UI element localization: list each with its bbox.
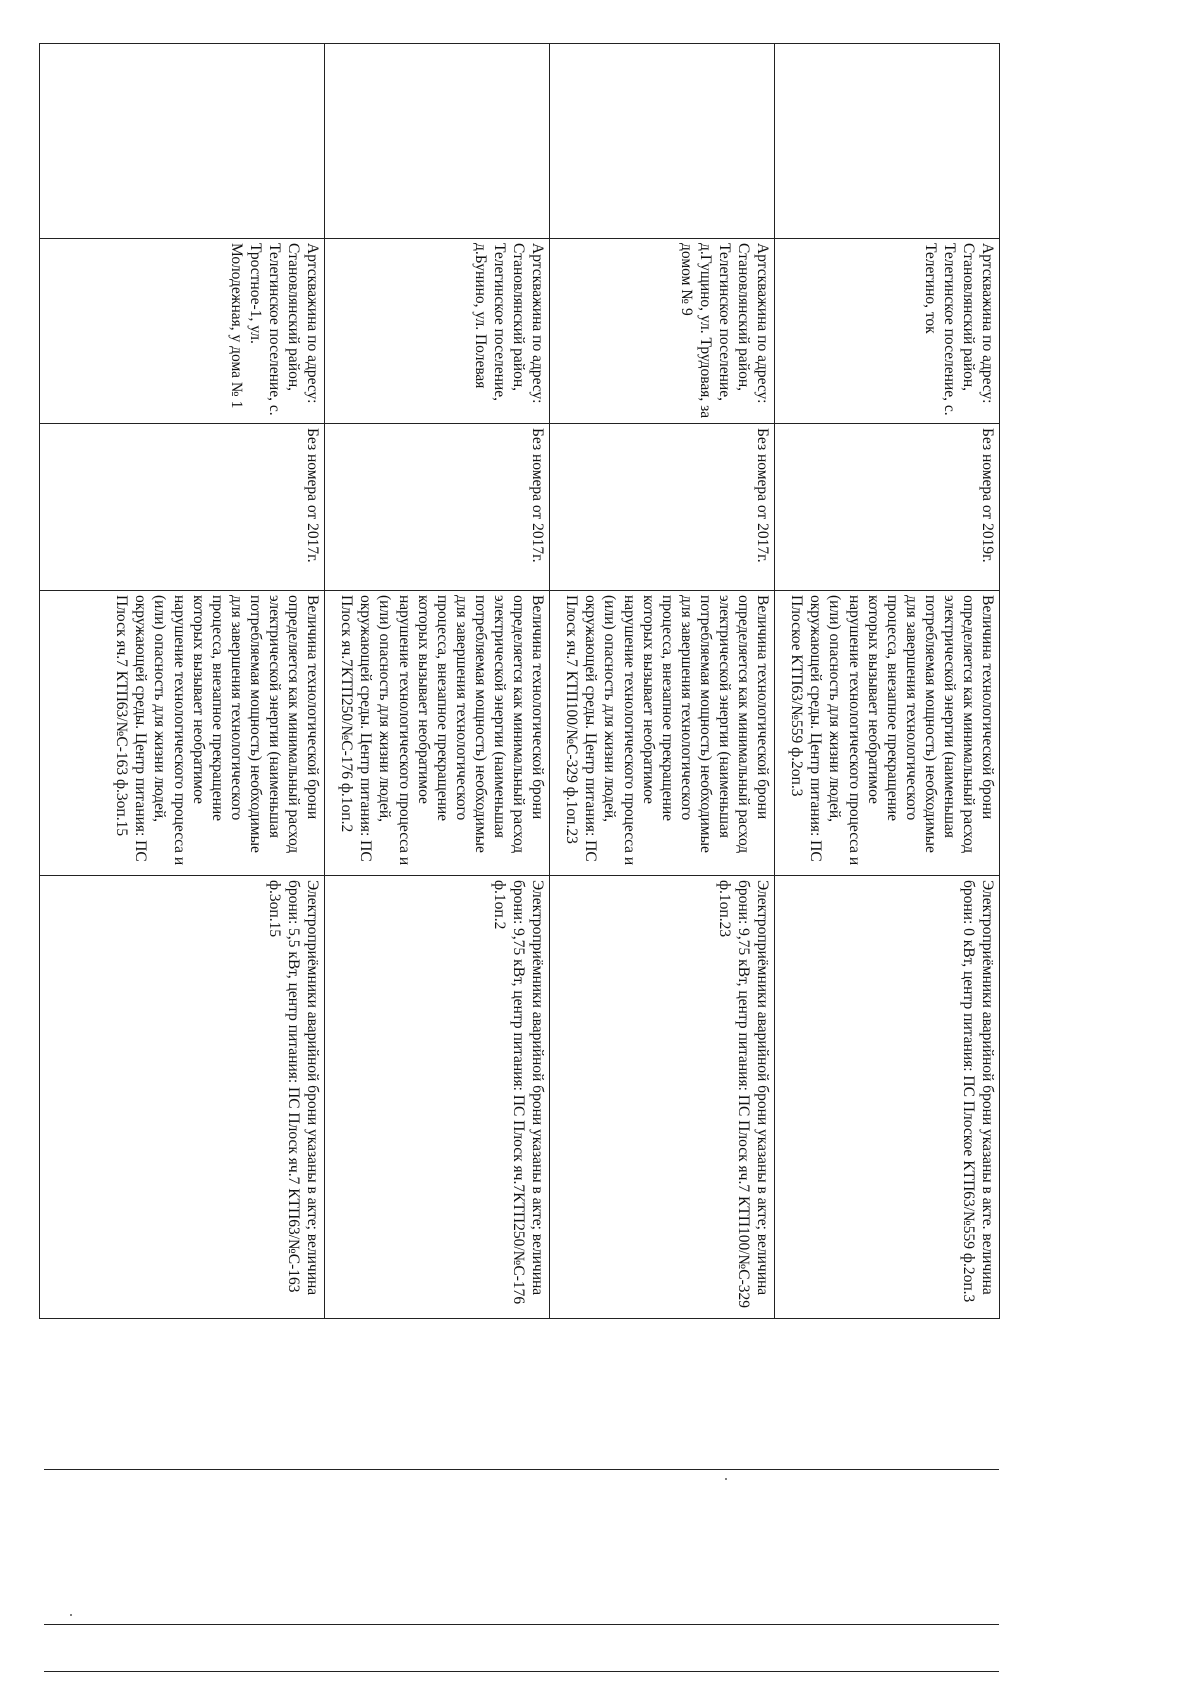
table-row	[325, 44, 550, 1319]
empty-cell	[40, 44, 325, 239]
emergency-reserve-cell: Электроприёмники аварийной брони указаны в акте; величина брони: 5,5 кВт, центр питания: ПС Плоск яч.7 КТП63/№С-163 ф.3оп.15	[40, 876, 325, 1319]
rotated-reserve-table	[40, 43, 1000, 1318]
horizontal-rule	[44, 1671, 999, 1672]
empty-cell	[775, 44, 1000, 239]
horizontal-rule	[44, 1624, 999, 1625]
empty-cell	[550, 44, 775, 239]
tech-reserve-cell: Величина технологической брони определяется как минимальный расход электрической энергии (наименьшая потребляемая мощность) необходимые для завершения технологического процесса, внезапное прекращение которых вызывает необратимое нарушение технологического процесса и (или) опасность для жизни людей, окружающей среды. Центр питания: ПС Плоское КТП63/№559 ф.2оп.3	[775, 591, 1000, 876]
table-row	[40, 44, 325, 1319]
table-row	[775, 44, 1000, 1319]
empty-cell	[325, 44, 550, 239]
document-cell: Без номера от 2017г.	[325, 424, 550, 591]
tech-reserve-cell: Величина технологической брони определяется как минимальный расход электрической энергии (наименьшая потребляемая мощность) необходимые для завершения технологического процесса, внезапное прекращение которых вызывает необратимое нарушение технологического процесса и (или) опасность для жизни людей, окружающей среды. Центр питания: ПС Плоск яч.7КТП250/№С-176 ф.1оп.2	[325, 591, 550, 876]
reserve-table	[39, 43, 1000, 1319]
address-cell: Артскважина по адресу: Становлянский район, Телегинское поселение, д.Бунино, ул. Полевая	[325, 239, 550, 424]
horizontal-rule	[44, 1469, 999, 1470]
emergency-reserve-cell: Электроприёмники аварийной брони указаны в акте; величина брони: 9,75 кВт, центр питания: ПС Плоск яч.7КТП250/№С-176 ф.1оп.2	[325, 876, 550, 1319]
emergency-reserve-cell: Электроприёмники аварийной брони указаны в акте. величина брони: 0 кВт, центр питания: ПС Плоское КТП63/№559 ф.2оп.3	[775, 876, 1000, 1319]
tech-reserve-cell: Величина технологической брони определяется как минимальный расход электрической энергии (наименьшая потребляемая мощность) необходимые для завершения технологического процесса, внезапное прекращение которых вызывает необратимое нарушение технологического процесса и (или) опасность для жизни людей, окружающей среды. Центр питания: ПС Плоск яч.7 КТП63/№С-163 ф.3оп.15	[40, 591, 325, 876]
scan-speck	[70, 1614, 72, 1616]
document-cell: Без номера от 2017г.	[550, 424, 775, 591]
table-row	[550, 44, 775, 1319]
emergency-reserve-cell: Электроприёмники аварийной брони указаны в акте; величина брони: 9,75 кВт, центр питания: ПС Плоск яч.7 КТП100/№С-329 ф.1оп.23	[550, 876, 775, 1319]
document-cell: Без номера от 2017г.	[40, 424, 325, 591]
address-cell: Артскважина по адресу: Становлянский район, Телегинское поселение, с. Телегино, ток	[775, 239, 1000, 424]
document-cell: Без номера от 2019г.	[775, 424, 1000, 591]
scan-speck	[725, 1478, 727, 1480]
address-cell: Артскважина по адресу: Становлянский район, Телегинское поселение, с. Тростное-1, ул. Молодежная, у дома № 1	[40, 239, 325, 424]
address-cell: Артскважина по адресу: Становлянский район, Телегинское поселение, д.Гущино, ул. Трудовая, за домом № 9	[550, 239, 775, 424]
tech-reserve-cell: Величина технологической брони определяется как минимальный расход электрической энергии (наименьшая потребляемая мощность) необходимые для завершения технологического процесса, внезапное прекращение которых вызывает необратимое нарушение технологического процесса и (или) опасность для жизни людей, окружающей среды. Центр питания: ПС Плоск яч.7 КТП100/№С-329 ф.1оп.23	[550, 591, 775, 876]
